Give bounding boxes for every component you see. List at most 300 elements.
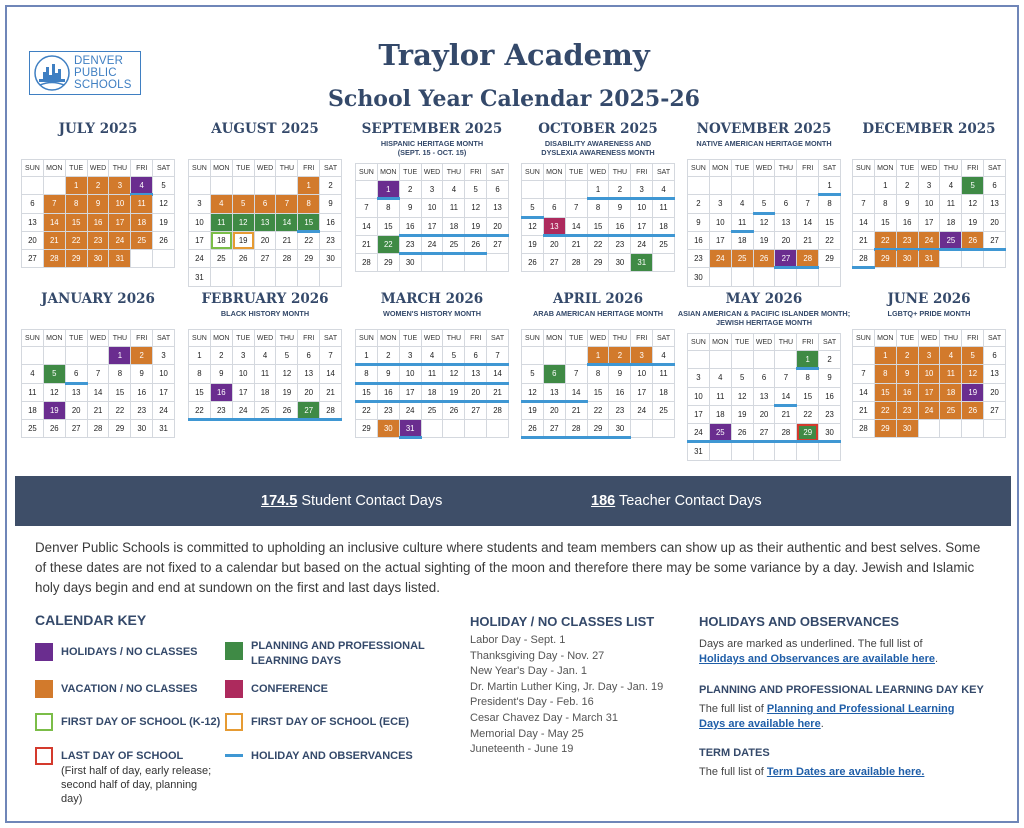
calendar-day: 10 [421,199,443,217]
calendar-day: 18 [653,383,675,401]
weekday-header: SUN [189,160,211,177]
calendar-day: 24 [421,235,443,253]
weekday-header: SUN [356,164,378,181]
calendar-day: 25 [22,420,44,438]
calendar-empty-cell [962,250,984,268]
holiday-list-item: Thanksgiving Day - Nov. 27 [470,649,605,662]
calendar-day: 28 [356,254,378,272]
calendar-day: 30 [377,420,399,438]
calendar-day: 18 [653,217,675,235]
calendar-day: 22 [819,231,841,249]
calendar-empty-cell [688,351,710,369]
vacation-swatch [35,680,53,698]
calendar-day: 1 [356,347,378,365]
weekday-header: SUN [688,160,710,177]
calendar-day: 18 [421,383,443,401]
weekday-header: TUE [232,330,254,347]
calendar-day: 12 [276,365,298,383]
calendar-day: 29 [797,424,819,442]
holiday-list-item: Labor Day - Sept. 1 [470,634,566,646]
calendar-day: 7 [775,369,797,387]
calendar-day: 21 [487,383,509,401]
calendar-day: 26 [962,231,984,249]
calendar-day: 2 [819,351,841,369]
calendar-empty-cell [232,268,254,286]
calendar-day: 20 [22,231,44,249]
holiday-list-item: Cesar Chavez Day - March 31 [470,711,618,724]
term-dates-text-body: The full list of [699,766,767,778]
calendar-day: 2 [87,177,109,195]
weekday-header: SUN [189,330,211,347]
weekday-header: TUE [65,160,87,177]
calendar-day: 13 [984,195,1006,213]
key-first-day-ece [225,713,409,731]
holiday-list-item: President's Day - Feb. 16 [470,696,594,709]
key-first-day-ece-label: FIRST DAY OF SCHOOL (ECE) [251,716,410,728]
calendar-day: 9 [87,195,109,213]
calendar-day: 4 [254,347,276,365]
teacher-days-label: Teacher Contact Days [615,493,762,509]
calendar-day: 16 [896,213,918,231]
calendar-day: 23 [131,401,153,419]
observances-section [699,614,999,667]
calendar-day: 10 [688,387,710,405]
calendar-day: 8 [797,369,819,387]
calendar-day: 12 [232,213,254,231]
calendar-day: 16 [87,213,109,231]
calendar-day: 19 [465,217,487,235]
weekday-header: THU [940,330,962,347]
calendar-day: 15 [874,383,896,401]
calendar-day: 15 [874,213,896,231]
weekday-header: MON [377,330,399,347]
calendar-day: 29 [819,250,841,268]
weekday-header: FRI [797,160,819,177]
calendar-day: 2 [210,347,232,365]
calendar-day: 22 [65,231,87,249]
key-conference-label: CONFERENCE [251,683,329,695]
logo-line-3: SCHOOLS [74,79,132,91]
weekday-header: FRI [797,334,819,351]
weekday-header: MON [709,334,731,351]
weekday-header: SAT [984,330,1006,347]
calendar-empty-cell [276,268,298,286]
calendar-empty-cell [131,250,153,268]
planning-day-key-title: PLANNING AND PROFESSIONAL LEARNING DAY KEY [699,684,984,696]
calendar-day: 23 [896,401,918,419]
calendar-empty-cell [43,347,65,365]
weekday-header: TUE [399,164,421,181]
weekday-header: FRI [962,330,984,347]
weekday-header: WED [918,160,940,177]
inclusion-statement: Denver Public Schools is committed to upholding an inclusive culture where students and team members can show up as their authentic and best selves. Some of these dates are not fixed to a calendar but based on the actual sighting of the moon and therefore there may be some variance by a day. Jewish and Islamic holy days begin and end at sundown on the first and last days listed. [35,540,981,595]
calendar-day: 7 [487,347,509,365]
calendar-empty-cell [443,254,465,272]
calendar-day: 4 [709,369,731,387]
calendar-day: 27 [984,231,1006,249]
calendar-day: 7 [565,365,587,383]
weekday-header: THU [276,330,298,347]
calendar-day: 25 [131,231,153,249]
calendar-day: 9 [131,365,153,383]
calendar-day: 27 [22,250,44,268]
calendar-empty-cell [731,351,753,369]
holiday-list-item: Dr. Martin Luther King, Jr. Day - Jan. 19 [470,680,664,693]
calendar-empty-cell [709,351,731,369]
key-first-day-k12-label: FIRST DAY OF SCHOOL (K-12) [61,716,221,728]
calendar-day: 19 [522,401,544,419]
key-last-day [35,747,221,806]
month-name: JUNE 2026 [887,291,971,307]
calendar-day: 21 [853,231,875,249]
calendar-day: 27 [984,401,1006,419]
month-name: OCTOBER 2025 [538,121,658,137]
calendar-day: 23 [688,250,710,268]
calendar-day: 27 [543,420,565,438]
calendar-day: 13 [254,213,276,231]
calendar-day: 11 [131,195,153,213]
calendar-day: 11 [709,387,731,405]
weekday-header: SAT [153,330,175,347]
calendar-day: 13 [22,213,44,231]
calendar-day: 24 [688,424,710,442]
calendar-day: 3 [421,181,443,199]
calendar-empty-cell [940,420,962,438]
calendar-day: 19 [443,383,465,401]
calendar-day: 13 [984,365,1006,383]
calendar-day: 20 [487,217,509,235]
calendar-day: 20 [775,231,797,249]
calendar-day: 8 [356,365,378,383]
calendar-empty-cell [797,268,819,286]
month-name: FEBRUARY 2026 [201,291,329,307]
calendar-day: 27 [298,401,320,419]
calendar-day: 3 [153,347,175,365]
weekday-header: WED [87,160,109,177]
calendar-empty-cell [753,268,775,286]
calendar-day: 5 [962,177,984,195]
calendar-empty-cell [797,177,819,195]
planning-days-link[interactable]: Planning and Professional Learning Days are available here [699,703,955,730]
key-last-day-note: (First half of day, early release; second half of day, planning day) [61,765,212,805]
calendar-day: 19 [522,235,544,253]
calendar-day: 17 [189,231,211,249]
calendar-day: 13 [753,387,775,405]
calendar-day: 13 [298,365,320,383]
calendar-day: 1 [109,347,131,365]
calendar-empty-cell [775,268,797,286]
calendar-day: 7 [853,195,875,213]
month-observance-line: JEWISH HERITAGE MONTH [716,318,812,327]
calendar-day: 27 [465,401,487,419]
calendar-day: 10 [232,365,254,383]
month-observance [511,309,685,318]
calendar-day: 22 [587,235,609,253]
calendar-day: 29 [109,420,131,438]
month-observance [345,139,519,157]
weekday-header: MON [709,160,731,177]
calendar-day: 9 [688,213,710,231]
calendar-day: 31 [109,250,131,268]
calendar-day: 22 [377,235,399,253]
calendar-empty-cell [22,177,44,195]
calendar-day: 21 [87,401,109,419]
month-name: SEPTEMBER 2025 [361,121,503,137]
month-observance-line: NATIVE AMERICAN HERITAGE MONTH [696,139,832,148]
calendar-day: 11 [940,195,962,213]
calendar-day: 14 [43,213,65,231]
calendar-day: 1 [189,347,211,365]
calendar-day: 25 [210,250,232,268]
calendar-page [5,5,1019,823]
calendar-day: 29 [377,254,399,272]
calendar-day: 28 [487,401,509,419]
calendar-day: 23 [210,401,232,419]
calendar-day: 28 [853,420,875,438]
month-name: APRIL 2026 [553,291,643,307]
calendar-day: 24 [399,401,421,419]
calendar-empty-cell [543,347,565,365]
calendar-day: 2 [609,347,631,365]
month-observance-line: ASIAN AMERICAN & PACIFIC ISLANDER MONTH; [677,309,851,318]
calendar-day: 8 [189,365,211,383]
calendar-empty-cell [731,442,753,460]
calendar-empty-cell [443,420,465,438]
calendar-empty-cell [775,442,797,460]
calendar-day: 7 [565,199,587,217]
calendar-day: 1 [797,351,819,369]
calendar-day: 13 [543,217,565,235]
calendar-day: 26 [43,420,65,438]
calendar-day: 4 [421,347,443,365]
calendar-day: 13 [775,213,797,231]
calendar-day: 17 [153,383,175,401]
calendar-day: 21 [43,231,65,249]
calendar-day: 3 [709,195,731,213]
calendar-day: 30 [399,254,421,272]
calendar-day: 22 [109,401,131,419]
calendar-empty-cell [522,347,544,365]
calendar-day: 27 [65,420,87,438]
calendar-day: 25 [940,401,962,419]
weekday-header: FRI [298,330,320,347]
weekday-header: THU [443,164,465,181]
calendar-day: 7 [797,195,819,213]
calendar-day: 9 [819,369,841,387]
holiday-list-title: HOLIDAY / NO CLASSES LIST [470,614,655,629]
calendar-day: 23 [377,401,399,419]
calendar-day: 28 [87,420,109,438]
holiday-list [470,633,663,758]
calendar-empty-cell [709,442,731,460]
calendar-day: 20 [984,213,1006,231]
calendar-day: 24 [709,250,731,268]
calendar-day: 21 [853,401,875,419]
calendar-day: 19 [153,213,175,231]
calendar-day: 6 [65,365,87,383]
month-name: NOVEMBER 2025 [696,121,832,137]
calendar-day: 12 [731,387,753,405]
month-name: JANUARY 2026 [41,291,155,307]
weekday-header: TUE [896,160,918,177]
month-observance-line: DISABILITY AWARENESS AND [544,139,652,148]
weekday-header: SAT [984,160,1006,177]
calendar-day: 20 [543,235,565,253]
calendar-day: 28 [320,401,342,419]
calendar-day: 16 [131,383,153,401]
calendar-day: 26 [443,401,465,419]
calendar-day: 20 [543,401,565,419]
calendar-day: 30 [609,254,631,272]
calendar-empty-cell [731,268,753,286]
calendar-day: 24 [189,250,211,268]
calendar-empty-cell [709,177,731,195]
month-observance [178,309,352,318]
calendar-empty-cell [421,254,443,272]
calendar-empty-cell [276,177,298,195]
calendar-day: 24 [918,231,940,249]
planning-day-key-text [699,702,979,732]
calendar-day: 31 [189,268,211,286]
calendar-day: 3 [109,177,131,195]
calendar-empty-cell [232,177,254,195]
calendar-day: 15 [377,217,399,235]
calendar-empty-cell [940,250,962,268]
key-planning [225,639,441,669]
term-dates-link[interactable]: Term Dates are available here. [766,766,925,778]
weekday-header: SUN [356,330,378,347]
calendar-day: 22 [189,401,211,419]
weekday-header: TUE [565,164,587,181]
logo-line-2: PUBLIC [74,67,117,79]
calendar-day: 13 [543,383,565,401]
weekday-header: SUN [22,160,44,177]
calendar-day: 6 [22,195,44,213]
calendar-empty-cell [688,177,710,195]
calendar-empty-cell [487,254,509,272]
month-observance [677,139,851,148]
calendar-day: 7 [276,195,298,213]
calendar-day: 11 [731,213,753,231]
key-observance [225,747,413,764]
calendar-day: 5 [753,195,775,213]
calendar-day: 6 [543,199,565,217]
calendar-day: 26 [153,231,175,249]
calendar-day: 10 [709,213,731,231]
term-dates-text [699,765,999,780]
calendar-day: 13 [65,383,87,401]
calendar-day: 14 [565,217,587,235]
calendar-day: 2 [896,347,918,365]
calendar-day: 31 [688,442,710,460]
calendar-day: 16 [399,217,421,235]
calendar-empty-cell [465,254,487,272]
calendar-day: 6 [775,195,797,213]
key-vacation [35,680,198,698]
calendar-day: 2 [896,177,918,195]
calendar-empty-cell [43,177,65,195]
calendar-day: 25 [731,250,753,268]
calendar-day: 25 [421,401,443,419]
key-observance-label: HOLIDAY AND OBSERVANCES [251,750,413,762]
weekday-header: MON [43,330,65,347]
calendar-day: 1 [377,181,399,199]
calendar-day: 8 [819,195,841,213]
weekday-header: THU [940,160,962,177]
calendar-day: 8 [109,365,131,383]
weekday-header: THU [775,334,797,351]
weekday-header: SAT [819,160,841,177]
calendar-empty-cell [356,181,378,199]
weekday-header: FRI [131,160,153,177]
conference-swatch [225,680,243,698]
calendar-day: 28 [565,254,587,272]
observances-link[interactable]: Holidays and Observances are available here [699,653,936,665]
calendar-day: 23 [399,235,421,253]
calendar-day: 9 [210,365,232,383]
calendar-empty-cell [631,420,653,438]
calendar-day: 17 [631,217,653,235]
calendar-day: 15 [797,387,819,405]
calendar-empty-cell [421,420,443,438]
calendar-day: 19 [276,383,298,401]
calendar-empty-cell [465,420,487,438]
weekday-header: MON [210,330,232,347]
calendar-day: 3 [688,369,710,387]
weekday-header: THU [443,330,465,347]
weekday-header: SUN [522,164,544,181]
term-dates-section [699,747,999,780]
weekday-header: SAT [320,160,342,177]
calendar-day: 10 [918,195,940,213]
calendar-empty-cell [522,181,544,199]
calendar-day: 7 [853,365,875,383]
weekday-header: THU [609,330,631,347]
weekday-header: WED [753,160,775,177]
calendar-day: 29 [587,420,609,438]
calendar-day: 4 [940,347,962,365]
calendar-day: 12 [443,365,465,383]
weekday-header: TUE [731,334,753,351]
weekday-header: MON [543,164,565,181]
calendar-day: 30 [819,424,841,442]
calendar-day: 8 [587,365,609,383]
planning-day-key-text-body: The full list of [699,703,767,715]
calendar-empty-cell [984,420,1006,438]
calendar-day: 17 [399,383,421,401]
calendar-day: 17 [631,383,653,401]
calendar-day: 17 [421,217,443,235]
calendar-day: 2 [688,195,710,213]
calendar-day: 9 [320,195,342,213]
last-day-swatch [35,747,53,765]
calendar-day: 20 [65,401,87,419]
calendar-day: 18 [131,213,153,231]
calendar-day: 15 [298,213,320,231]
calendar-day: 14 [320,365,342,383]
calendar-day: 16 [320,213,342,231]
weekday-header: THU [109,330,131,347]
calendar-day: 25 [254,401,276,419]
calendar-day: 26 [753,250,775,268]
calendar-day: 8 [874,365,896,383]
first-day-k12-swatch [35,713,53,731]
calendar-empty-cell [22,347,44,365]
calendar-day: 16 [896,383,918,401]
calendar-day: 27 [775,250,797,268]
student-days-count: 174.5 [261,493,298,509]
calendar-day: 14 [487,365,509,383]
